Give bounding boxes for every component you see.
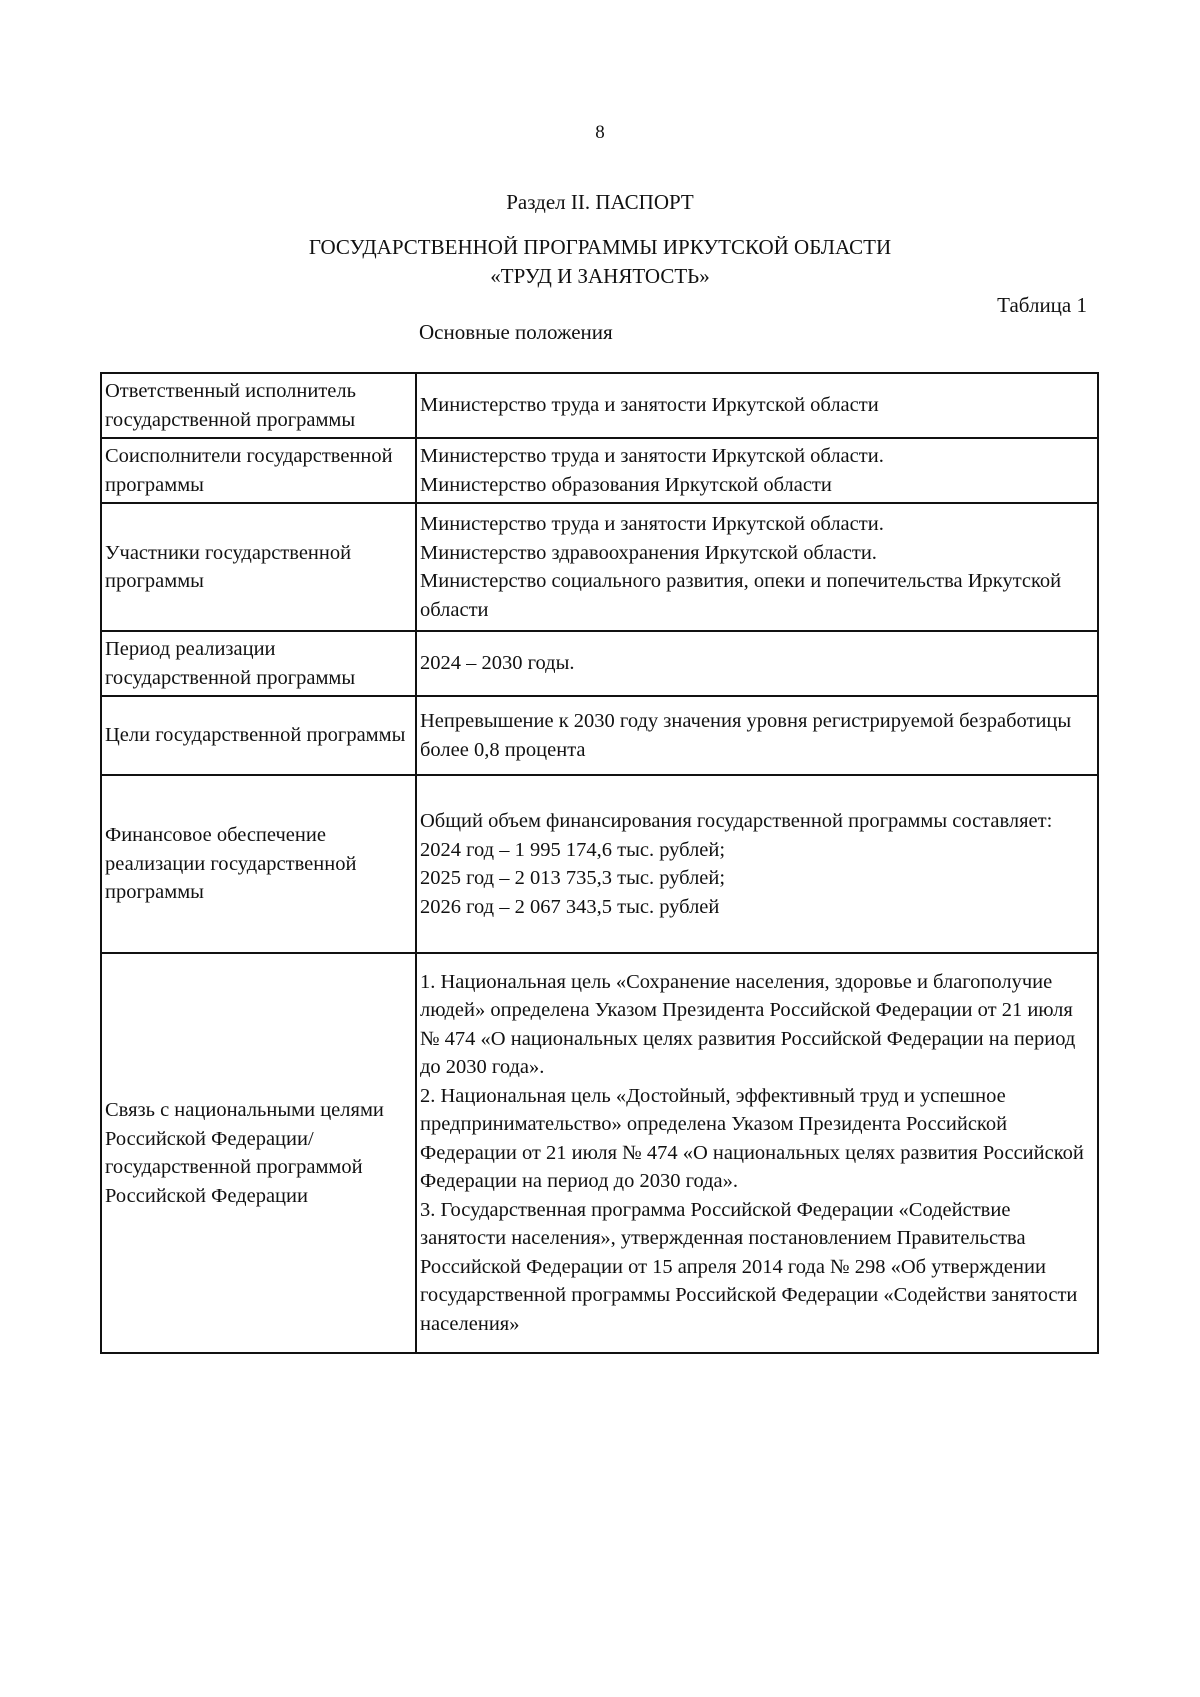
table-caption: Таблица 1 (997, 293, 1087, 317)
value-line: 2024 – 2030 годы. (420, 652, 575, 675)
row-label-financing: Финансовое обеспечение реализации государственной программы (101, 775, 416, 953)
row-label-participants: Участники государственной программы (101, 503, 416, 631)
table-subtitle: Основные положения (419, 320, 613, 344)
row-label-period: Период реализации государственной программы (101, 631, 416, 696)
row-value-financing (416, 775, 1098, 953)
table-row (101, 631, 1098, 696)
row-label-responsible-executor: Ответственный исполнитель государственной программы (101, 373, 416, 438)
passport-table (100, 372, 1099, 1354)
section-title: Раздел II. ПАСПОРТ (506, 190, 694, 214)
row-label-goals: Цели государственной программы (101, 696, 416, 775)
value-line: Общий объем финансирования государственной программы составляет: (420, 810, 1053, 832)
value-line: 1. Национальная цель «Сохранение населения, здоровье и благополучие людей» определена Указом Президента Российской Федерации от 21 июля № 474 «О национальных целях развития Российской Федерации на период до 2030 года». (420, 970, 1076, 1079)
table-row (101, 775, 1098, 953)
value-line: Министерство труда и занятости Иркутской области. (420, 445, 884, 467)
page-number: 8 (595, 122, 605, 143)
value-line: 2025 год – 2 013 735,3 тыс. рублей; (420, 867, 726, 889)
table-row (101, 373, 1098, 438)
value-line: Министерство труда и занятости Иркутской области. (420, 513, 884, 535)
program-title-line-1: ГОСУДАРСТВЕННОЙ ПРОГРАММЫ ИРКУТСКОЙ ОБЛАСТИ (308, 235, 892, 259)
program-title-line-2: «ТРУД И ЗАНЯТОСТЬ» (490, 264, 710, 288)
value-line: Министерство образования Иркутской области (420, 473, 832, 496)
row-value-goals (416, 696, 1098, 775)
value-line: 2. Национальная цель «Достойный, эффективный труд и успешное предпринимательство» определена Указом Президента Российской Федерации от 21 июля № 474 «О национальных целях развития Российской Федерации на период до 2030 года». (420, 1084, 1084, 1193)
program-title (0, 233, 1200, 291)
row-value-participants (416, 503, 1098, 631)
value-line: 2024 год – 1 995 174,6 тыс. рублей; (420, 838, 726, 861)
row-value-co-executors (416, 438, 1098, 503)
row-label-national-goals: Связь с национальными целями Российской Федерации/государственной программой Российской Федерации (101, 953, 416, 1353)
table-row (101, 503, 1098, 631)
value-line: 3. Государственная программа Российской Федерации «Содействие занятости населения», утвержденная постановлением Правительства Российской Федерации от 15 апреля 2014 года № 298 «Об утверждении государственной программы Российской Федерации «Содействи занятости населения» (420, 1198, 1078, 1335)
row-label-co-executors: Соисполнители государственной программы (101, 438, 416, 503)
value-line: 2026 год – 2 067 343,5 тыс. рублей (420, 895, 720, 918)
row-value-responsible-executor (416, 373, 1098, 438)
value-line: Министерство труда и занятости Иркутской области (420, 394, 879, 417)
value-line: Министерство здравоохранения Иркутской области. (420, 541, 877, 564)
value-line: Непревышение к 2030 году значения уровня регистрируемой безработицы более 0,8 процента (420, 710, 1072, 761)
row-value-period (416, 631, 1098, 696)
table-row (101, 953, 1098, 1353)
table-row (101, 438, 1098, 503)
table-row (101, 696, 1098, 775)
row-value-national-goals (416, 953, 1098, 1353)
value-line: Министерство социального развития, опеки и попечительства Иркутской области (420, 570, 1062, 621)
